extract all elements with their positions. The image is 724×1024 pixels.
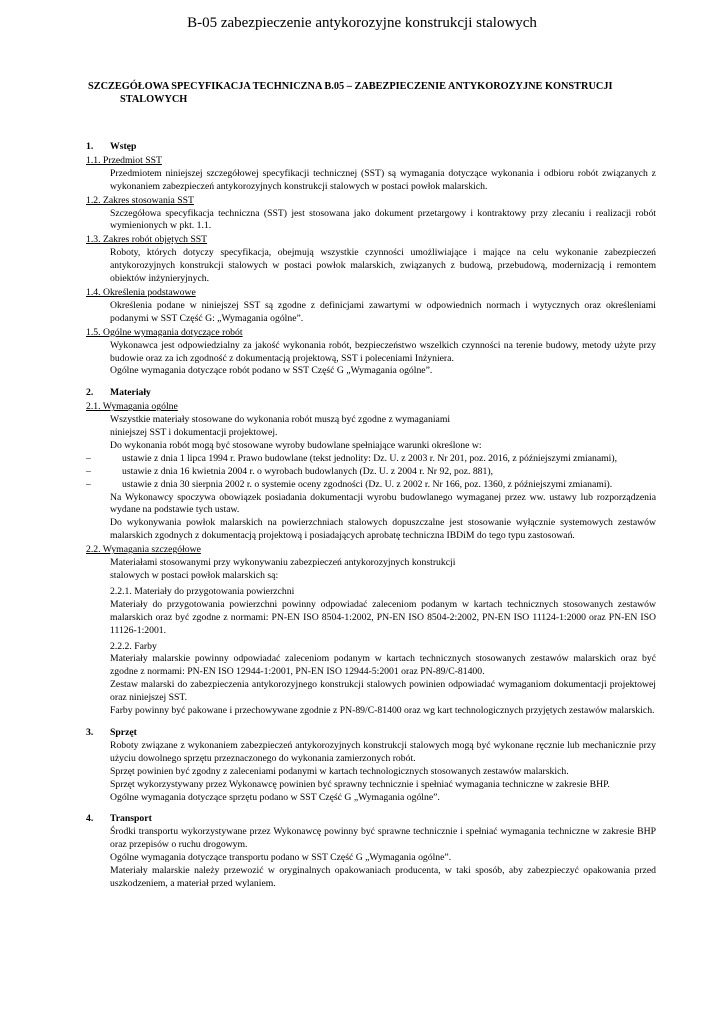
section-number: 3. — [86, 726, 94, 738]
subsubsection-heading: 2.2.1. Materiały do przygotowania powierzchni — [110, 585, 295, 597]
section-number: 1. — [86, 141, 94, 152]
paragraph: Do wykonywania powłok malarskich na powierzchniach stalowych dopuszczalne jest stosowanie wyłącznie systemowych zestawów malarskich zgodnych z dokumentacją projektową i posiadających aprobatę techniczna IBDiM do tego typu zastosowań. — [110, 517, 656, 542]
section-heading — [86, 727, 656, 740]
paragraph: Środki transportu wykorzystywane przez Wykonawcę powinny być sprawne technicznie i spełniać wymagania techniczne w zakresie BHP oraz przepisów o ruchu drogowym. — [110, 826, 656, 851]
section-1 — [86, 141, 656, 378]
section-heading — [86, 813, 656, 826]
paragraph-line: Materiałami stosowanymi przy wykonywaniu zabezpieczeń antykorozyjnych konstrukcji — [110, 557, 456, 569]
paragraph: Ogólne wymagania dotyczące transportu podano w SST Część G „Wymagania ogólne”. — [110, 852, 452, 864]
paragraph: Ogólne wymagania dotyczące sprzętu podano w SST Część G „Wymagania ogólne”. — [110, 791, 440, 803]
list-item-text: ustawie z dnia 16 kwietnia 2004 r. o wyrobach budowlanych (Dz. U. z 2004 r. Nr 92, poz. 881), — [122, 465, 493, 477]
subsubsection-heading: 2.2.2. Farby — [110, 640, 157, 652]
list-item: – ustawie z dnia 16 kwietnia 2004 r. o wyrobach budowlanych (Dz. U. z 2004 r. Nr 92, poz. 881), — [86, 466, 656, 479]
paragraph: Do wykonania robót mogą być stosowane wyroby budowlane spełniające warunki określone w: — [110, 439, 482, 451]
paragraph: Materiały malarskie powinny odpowiadać zaleceniom podanym w kartach technicznych stosowanych zestawów malarskich oraz być zgodne z normami: PN-EN ISO 12944-1:2001, PN-EN ISO 12944-5:2001 oraz PN-89/C-81400. — [110, 653, 656, 678]
section-number: 2. — [86, 387, 94, 399]
list-item-text: ustawie z dnia 1 lipca 1994 r. Prawo budowlane (tekst jednolity: Dz. U. z 2003 r. Nr 201, poz. 2016, z późniejszymi zmianami), — [122, 452, 618, 464]
list-item-text: ustawie z dnia 30 sierpnia 2002 r. o systemie oceny zgodności (Dz. U. z 2002 r. Nr 166, poz. 1360, z późniejszymi zmianami). — [122, 478, 613, 490]
paragraph: Ogólne wymagania dotyczące robót podano w SST Część G „Wymagania ogólne”. — [110, 365, 433, 377]
subsection-heading: 2.1. Wymagania ogólne — [86, 401, 178, 413]
paragraph-line: niniejszej SST i dokumentacji projektowej. — [110, 427, 278, 439]
section-heading — [86, 387, 656, 400]
subsection-heading: 1.2. Zakres stosowania SST — [86, 194, 194, 206]
paragraph: Farby powinny być pakowane i przechowywane zgodnie z PN-89/C-81400 oraz wg kart technologicznych przyjętych zestawów malarskich. — [110, 705, 655, 717]
section-title: Sprzęt — [110, 726, 137, 738]
paragraph: Zestaw malarski do zabezpieczenia antykorozyjnego konstrukcji stalowych powinien odpowiadać wymaganiom dokumentacji projektowej oraz niniejszej SST. — [110, 679, 656, 704]
paragraph: Sprzęt wykorzystywany przez Wykonawcę powinien być sprawny technicznie i spełniać wymagania techniczne w zakresie BHP. — [110, 778, 610, 790]
document-body — [86, 141, 656, 891]
title-line-1: SZCZEGÓŁOWA SPECYFIKACJA TECHNICZNA B.05 – ZABEZPIECZENIE ANTYKOROZYJNE KONSTRUCJI — [88, 81, 613, 92]
paragraph: Roboty związane z wykonaniem zabezpieczeń antykorozyjnych konstrukcji stalowych mogą być wykonane ręcznie lub mechanicznie przy użyciu dowolnego sprzętu przeznaczonego do wykonania zamierzonych robót. — [110, 739, 656, 764]
section-title: Transport — [110, 813, 152, 825]
subsection-heading: 1.1. Przedmiot SST — [86, 154, 162, 166]
subsection-heading: 2.2. Wymagania szczegółowe — [86, 544, 201, 556]
section-2 — [86, 387, 656, 718]
title-line-2: STALOWYCH — [120, 94, 188, 105]
paragraph — [86, 414, 656, 440]
subsection-heading: 1.3. Zakres robót objętych SST — [86, 234, 208, 246]
paragraph — [86, 557, 656, 583]
page-header: B-05 zabezpieczenie antykorozyjne konstrukcji stalowych — [187, 15, 537, 31]
section-3 — [86, 727, 656, 804]
paragraph: Określenia podane w niniejszej SST są zgodne z definicjami zawartymi w odpowiednich normach i wytycznych oraz określeniami podanymi w SST Część G: „Wymagania ogólne”. — [110, 299, 656, 324]
paragraph: Sprzęt powinien być zgodny z zaleceniami podanymi w kartach technologicznych stosowanych zestawów malarskich. — [110, 765, 569, 777]
bullet-list — [86, 453, 656, 492]
paragraph: Na Wykonawcy spoczywa obowiązek posiadania dokumentacji wyrobu budowlanego wymaganej przez ww. ustawy lub rozporządzenia wydane na podstawie tych ustaw. — [110, 491, 656, 516]
paragraph: Szczegółowa specyfikacja techniczna (SST) jest stosowana jako dokument przetargowy i kontraktowy przy zlecaniu i realizacji robót wymienionych w pkt. 1.1. — [110, 207, 656, 232]
list-item: – ustawie z dnia 30 sierpnia 2002 r. o systemie oceny zgodności (Dz. U. z 2002 r. Nr 166, poz. 1360, z późniejszymi zmianami). — [86, 479, 656, 492]
subsection-heading: 1.5. Ogólne wymagania dotyczące robót — [86, 326, 243, 338]
document-title — [88, 80, 648, 106]
section-title: Materiały — [110, 387, 151, 399]
section-heading — [86, 141, 656, 154]
subsection-heading: 1.4. Określenia podstawowe — [86, 286, 196, 298]
list-item: – ustawie z dnia 1 lipca 1994 r. Prawo budowlane (tekst jednolity: Dz. U. z 2003 r. Nr 201, poz. 2016, z późniejszymi zmianami), — [86, 453, 656, 466]
paragraph: Wykonawca jest odpowiedzialny za jakość wykonania robót, bezpieczeństwo wszelkich czynności na terenie budowy, metody użyte przy budowie oraz za ich zgodność z dokumentacją projektową, SST i poleceniami Inżyniera. — [110, 339, 656, 364]
section-number: 4. — [86, 813, 94, 825]
paragraph: Roboty, których dotyczy specyfikacja, obejmują wszystkie czynności umożliwiające i mające na celu wykonanie zabezpieczeń antykorozyjnych konstrukcji stalowych w postaci powłok malarskich, związanych z budową, przebudową, modernizacją i remontem obiektów inżynieryjnych. — [110, 247, 656, 285]
paragraph: Przedmiotem niniejszej szczegółowej specyfikacji technicznej (SST) są wymagania dotyczące wykonania i odbioru robót związanych z wykonaniem zabezpieczeń antykorozyjnych konstrukcji stalowych w postaci powłok malarskich. — [110, 167, 656, 192]
paragraph: Materiały do przygotowania powierzchni powinny odpowiadać zaleceniom podanym w kartach technicznych stosowanych zestawów malarskich oraz być zgodne z normami: PN-EN ISO 8504-1:2002, PN-EN ISO 8504-2:2002, PN-EN ISO 11124-1:2000 oraz PN-EN ISO 11126-1:2001. — [110, 598, 656, 636]
paragraph: Materiały malarskie należy przewozić w oryginalnych opakowaniach producenta, w taki sposób, aby zabezpieczyć opakowania przed uszkodzeniem, a materiał przed wylaniem. — [110, 865, 656, 889]
section-title: Wstęp — [110, 141, 137, 152]
paragraph-line: Wszystkie materiały stosowane do wykonania robót muszą być zgodne z wymaganiami — [110, 414, 451, 426]
section-4 — [86, 813, 656, 890]
paragraph-line: stalowych w postaci powłok malarskich są: — [110, 570, 279, 581]
